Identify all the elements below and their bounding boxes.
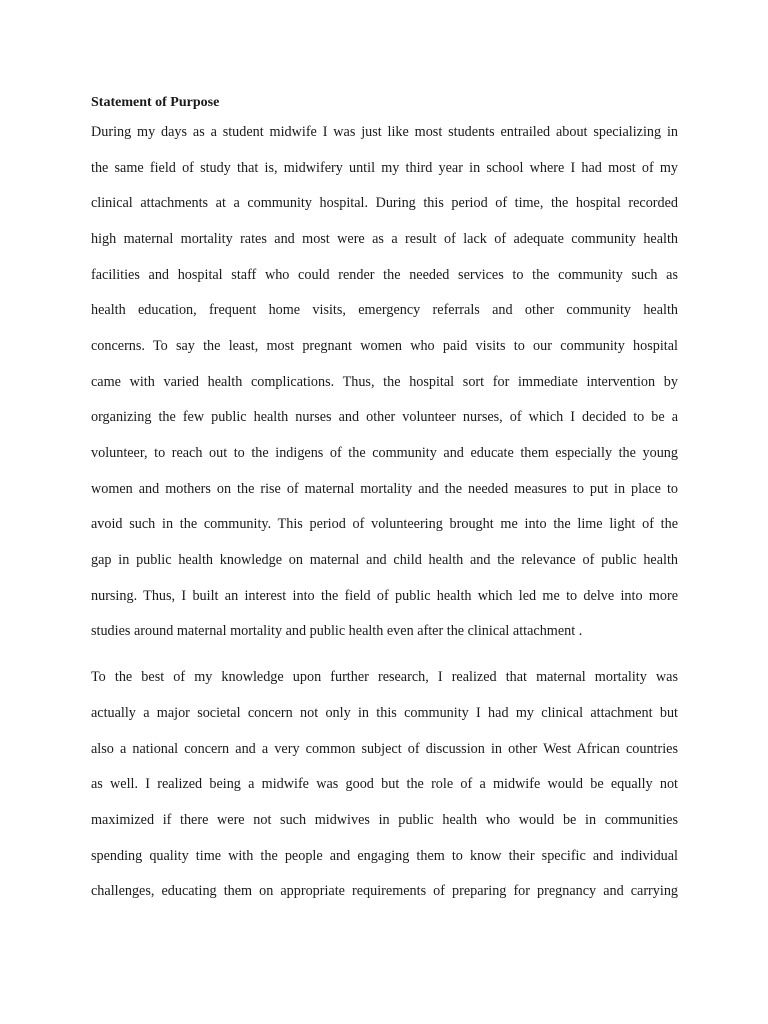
paragraph-1-line: volunteer, to reach out to the indigens of the community and educate them especially the young <box>91 445 678 461</box>
paragraph-2-line: To the best of my knowledge upon further research, I realized that maternal mortality was <box>91 669 678 685</box>
paragraph-2-line: also a national concern and a very common subject of discussion in other West African countries <box>91 741 678 757</box>
paragraph-1-line: the same field of study that is, midwifery until my third year in school where I had most of my <box>91 160 678 176</box>
paragraph-1-line: concerns. To say the least, most pregnant women who paid visits to our community hospital <box>91 338 678 354</box>
paragraph-2-line: spending quality time with the people and engaging them to know their specific and individual <box>91 848 678 864</box>
paragraph-1-line: nursing. Thus, I built an interest into the field of public health which led me to delve into more <box>91 588 678 604</box>
paragraph-1-line: gap in public health knowledge on maternal and child health and the relevance of public health <box>91 552 678 568</box>
paragraph-2-line: challenges, educating them on appropriate requirements of preparing for pregnancy and carrying <box>91 883 678 899</box>
paragraph-1-line: high maternal mortality rates and most were as a result of lack of adequate community health <box>91 231 678 247</box>
document-title: Statement of Purpose <box>91 95 220 110</box>
paragraph-2-line: as well. I realized being a midwife was good but the role of a midwife would be equally not <box>91 776 678 792</box>
paragraph-1-line: clinical attachments at a community hospital. During this period of time, the hospital recorded <box>91 195 678 211</box>
paragraph-1-line: health education, frequent home visits, emergency referrals and other community health <box>91 302 678 318</box>
paragraph-1-line: facilities and hospital staff who could render the needed services to the community such as <box>91 267 678 283</box>
paragraph-1-line: During my days as a student midwife I was just like most students entrailed about specializing in <box>91 124 678 140</box>
paragraph-2-line: maximized if there were not such midwives in public health who would be in communities <box>91 812 678 828</box>
paragraph-2-line: actually a major societal concern not only in this community I had my clinical attachment but <box>91 705 678 721</box>
paragraph-1-line: avoid such in the community. This period of volunteering brought me into the lime light of the <box>91 516 678 532</box>
paragraph-1-line-last: studies around maternal mortality and public health even after the clinical attachment . <box>91 623 583 639</box>
paragraph-1-line: organizing the few public health nurses and other volunteer nurses, of which I decided to be a <box>91 409 678 425</box>
paragraph-1-line: women and mothers on the rise of maternal mortality and the needed measures to put in place to <box>91 481 678 497</box>
paragraph-1-line: came with varied health complications. Thus, the hospital sort for immediate intervention by <box>91 374 678 390</box>
